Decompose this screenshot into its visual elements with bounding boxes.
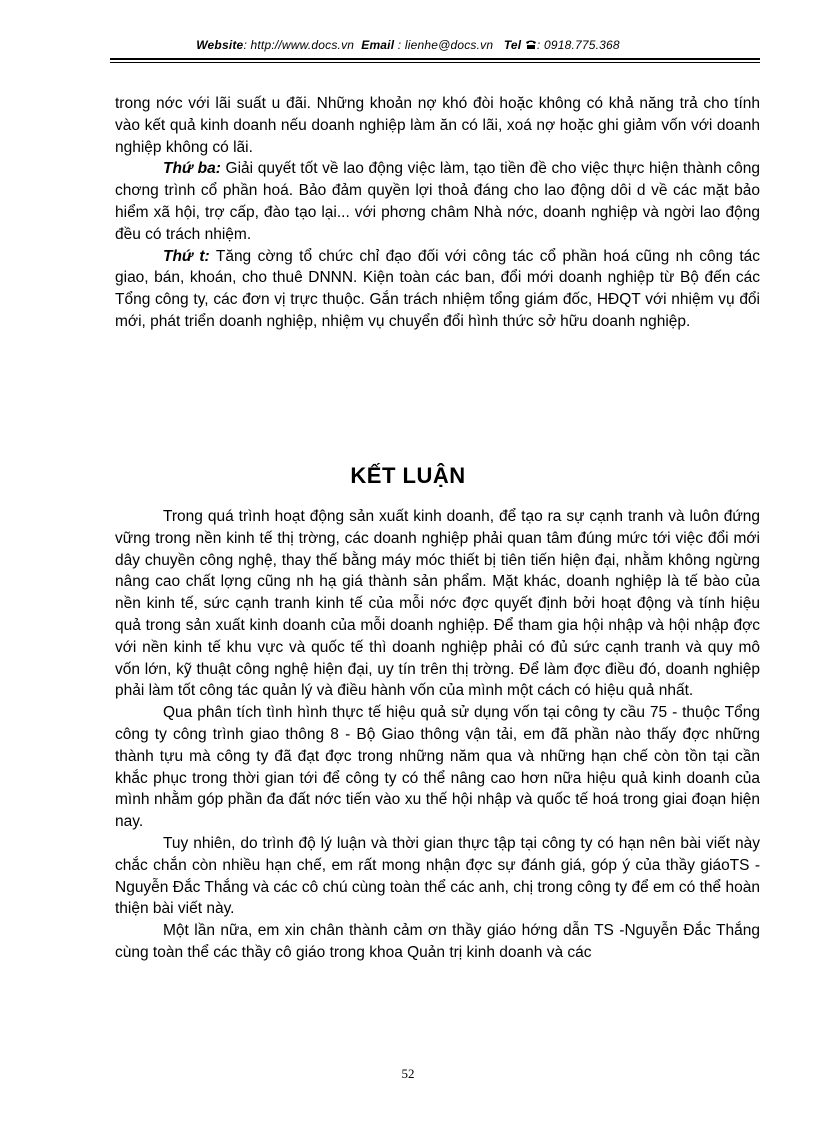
conclusion-paragraph-4: Một lần nữa, em xin chân thành cảm ơn thầy giáo hớng dẫn TS -Nguyễn Đắc Thắng cùng toàn thể các thầy cô giáo trong khoa Quản trị kinh doanh và các	[115, 922, 760, 961]
paragraph-thu-tu	[115, 246, 760, 333]
email-label: Email	[361, 38, 395, 52]
conclusion-title: KẾT LUẬN	[350, 463, 466, 488]
website-value: : http://www.docs.vn	[243, 38, 355, 52]
paragraph-thu-ba	[115, 158, 760, 245]
conclusion-paragraph-1: Trong quá trình hoạt động sản xuất kinh doanh, để tạo ra sự cạnh tranh và luôn đứng vững trong nền kinh tế thị trờng, các doanh nghiệp phải quan tâm đúng mức tới việc đổi mới dây chuyền công nghệ, thay thế bằng máy móc thiết bị tiên tiến hiện đại, nhằm không ngừng nâng cao chất lợng cũng nh hạ giá thành sản phẩm. Mặt khác, doanh nghiệp là tế bào của nền kinh tế, sức cạnh tranh kinh tế của mỗi nớc đợc quyết định bởi hoạt động và tính hiệu quả trong sản xuất kinh doanh của mỗi doanh nghiệp. Để tham gia hội nhập và hội nhập đợc với nền kinh tế khu vực và quốc tế thì doanh nghiệp phải có đủ sức cạnh tranh và quy mô vốn lớn, kỹ thuật công nghệ hiện đại, uy tín trên thị trờng. Để làm đợc điều đó, doanh nghiệp phải làm tốt công tác quản lý và điều hành vốn của mình một cách có hiệu quả nhất.	[115, 508, 760, 700]
paragraph-1: trong nớc với lãi suất u đãi. Những khoản nợ khó đòi hoặc không có khả năng trả cho tính vào kết quả kinh doanh nếu doanh nghiệp làm ăn có lãi, xoá nợ hoặc ghi giảm vốn với doanh nghiệp không có lãi.	[115, 95, 760, 156]
conclusion-body	[115, 506, 760, 964]
email-value: : lienhe@docs.vn	[394, 38, 494, 52]
phone-icon	[525, 39, 537, 53]
conclusion-paragraph-3: Tuy nhiên, do trình độ lý luận và thời gian thực tập tại công ty có hạn nên bài viết này chắc chắn còn nhiều hạn chế, em rất mong nhận đợc sự đánh giá, góp ý của thầy giáoTS - Nguyễn Đắc Thắng và các cô chú cùng toàn thể các anh, chị trong công ty để em có thể hoàn thiện bài viết này.	[115, 834, 760, 918]
page-header	[0, 38, 816, 53]
section-body	[115, 93, 760, 333]
tel-value: : 0918.775.368	[536, 38, 620, 52]
header-rule-thin	[110, 62, 760, 63]
thu-tu-text: Tăng cờng tổ chức chỉ đạo đối với công tác cổ phần hoá cũng nh công tác giao, bán, khoán, cho thuê DNNN. Kiện toàn các ban, đổi mới doanh nghiệp từ Bộ đến các Tổng công ty, các đơn vị trực thuộc. Gắn trách nhiệm tổng giám đốc, HĐQT với nhiệm vụ đổi mới, phát triển doanh nghiệp, nhiệm vụ chuyển đổi hình thức sở hữu doanh nghiệp.	[115, 247, 760, 330]
thu-ba-text: Giải quyết tốt về lao động việc làm, tạo tiền đề cho việc thực hiện thành công chơng trình cổ phần hoá. Bảo đảm quyền lợi thoả đáng cho lao động dôi d về các mặt bảo hiểm xã hội, trợ cấp, đào tạo lại... với phơng châm Nhà nớc, doanh nghiệp và ngời lao động đều có trách nhiệm.	[115, 160, 760, 243]
header-rule	[110, 58, 760, 60]
thu-ba-label: Thứ ba:	[163, 160, 221, 178]
page-number: 52	[401, 1066, 415, 1081]
tel-label: Tel	[503, 38, 522, 52]
thu-tu-label: Thứ t:	[163, 247, 210, 265]
website-label: Website	[196, 38, 244, 52]
conclusion-paragraph-2: Qua phân tích tình hình thực tế hiệu quả sử dụng vốn tại công ty cầu 75 - thuộc Tổng công ty công trình giao thông 8 - Bộ Giao thông vận tải, em đã phần nào thấy đợc những thành tựu mà công ty đã đạt đợc trong những năm qua và những hạn chế còn tồn tại cần khắc phục trong thời gian tới để công ty có thể nâng cao hơn nữa hiệu quả kinh doanh của mình nhằm góp phần đa đất nớc tiến vào xu thế hội nhập và quốc tế hoá trong giai đoạn hiện nay.	[115, 704, 760, 831]
